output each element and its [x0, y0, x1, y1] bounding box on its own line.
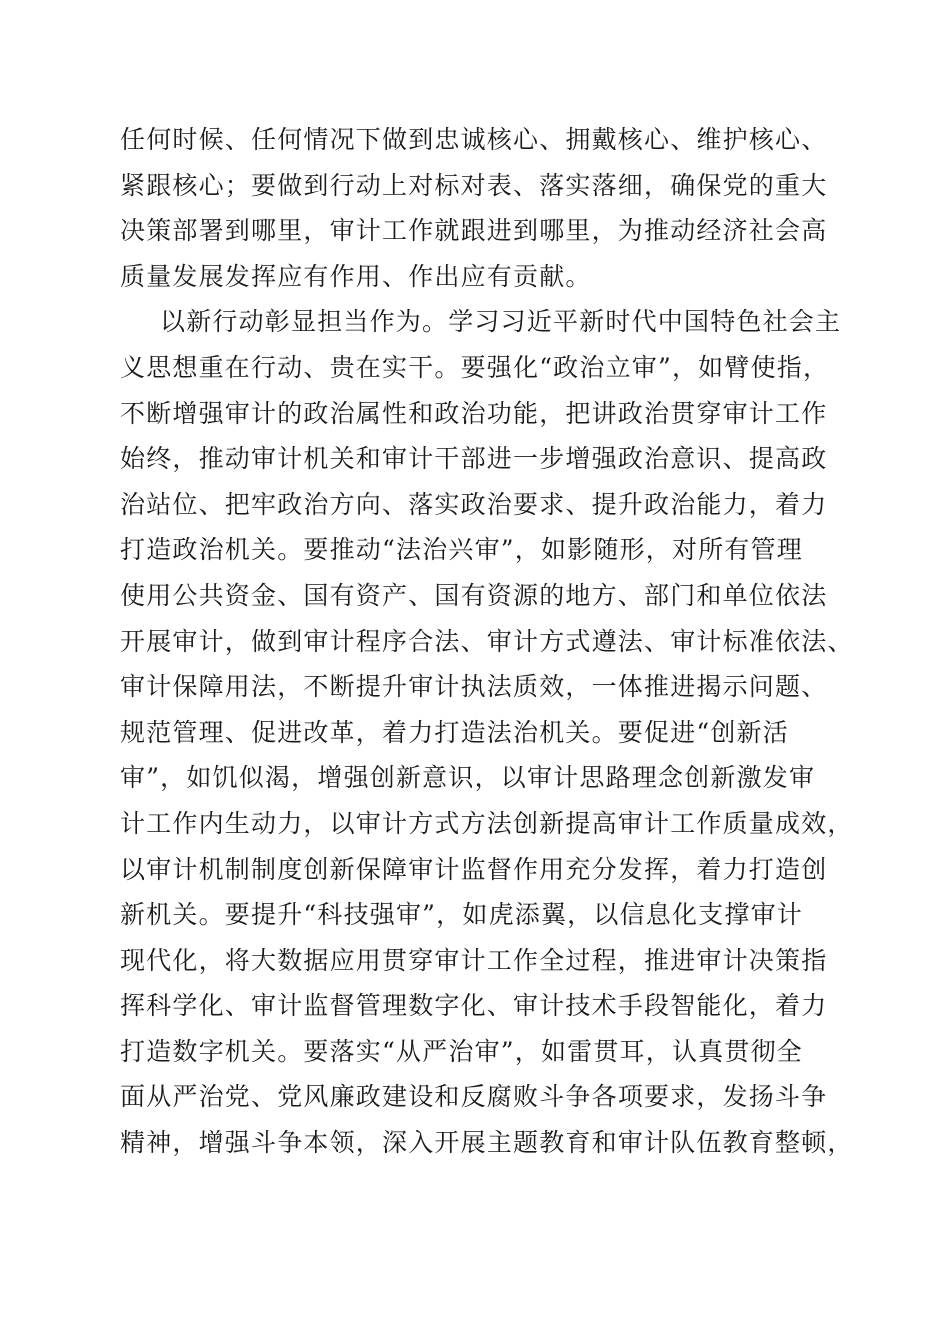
- text-line: 开展审计，做到审计程序合法、审计方式遵法、审计标准依法、: [120, 626, 854, 656]
- text-line: 使用公共资金、国有资产、国有资源的地方、部门和单位依法: [120, 580, 828, 610]
- text-line: 决策部署到哪里，审计工作就跟进到哪里，为推动经济社会高: [120, 216, 828, 246]
- body-text: [120, 117, 854, 1166]
- text-line: 审”，如饥似渴，增强创新意识，以审计思路理念创新激发审: [120, 763, 816, 793]
- text-line: 始终，推动审计机关和审计干部进一步增强政治意识、提高政: [120, 444, 828, 474]
- text-line: 挥科学化、审计监督管理数字化、审计技术手段智能化，着力: [120, 991, 828, 1021]
- text-line: 现代化，将大数据应用贯穿审计工作全过程，推进审计决策指: [120, 945, 828, 975]
- text-line: 精神，增强斗争本领，深入开展主题教育和审计队伍教育整顿，: [120, 1128, 854, 1158]
- text-line: 新机关。要提升“科技强审”，如虎添翼，以信息化支撑审计: [120, 900, 803, 930]
- text-line: 以审计机制制度创新保障审计监督作用充分发挥，着力打造创: [120, 854, 828, 884]
- text-line: 义思想重在行动、贵在实干。要强化“政治立审”，如臂使指，: [120, 352, 830, 382]
- text-line: 审计保障用法，不断提升审计执法质效，一体推进揭示问题、: [120, 672, 828, 702]
- text-line: 任何时候、任何情况下做到忠诚核心、拥戴核心、维护核心、: [120, 125, 828, 154]
- paragraph-first-line: 以新行动彰显担当作为。学习习近平新时代中国特色社会主: [160, 307, 842, 337]
- text-line: 质量发展发挥应有作用、作出应有贡献。: [120, 261, 592, 291]
- text-line: 打造政治机关。要推动“法治兴审”，如影随形，对所有管理: [120, 535, 803, 565]
- text-line: 面从严治党、党风廉政建设和反腐败斗争各项要求，发扬斗争: [120, 1082, 828, 1112]
- text-line: 打造数字机关。要落实“从严治审”，如雷贯耳，认真贯彻全: [120, 1036, 803, 1066]
- text-line: 不断增强审计的政治属性和政治功能，把讲政治贯穿审计工作: [120, 398, 828, 428]
- text-line: 计工作内生动力，以审计方式方法创新提高审计工作质量成效，: [120, 808, 854, 838]
- text-line: 规范管理、促进改革，着力打造法治机关。要促进“创新活: [120, 717, 789, 747]
- text-line: 紧跟核心；要做到行动上对标对表、落实落细，确保党的重大: [120, 170, 828, 200]
- text-line: 治站位、把牢政治方向、落实政治要求、提升政治能力，着力: [120, 489, 828, 519]
